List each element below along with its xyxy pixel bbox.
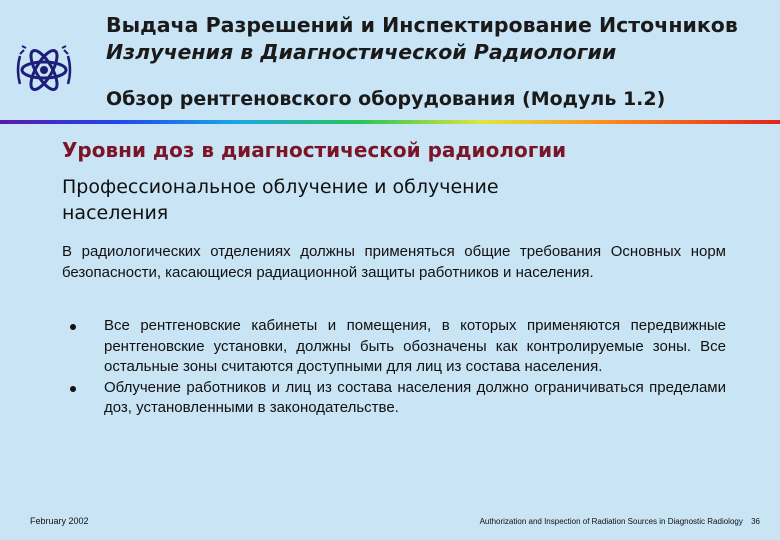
section-heading: Уровни доз в диагностической радиологии [62, 138, 567, 162]
intro-paragraph: В радиологических отделениях должны применяться общие требования Основных норм безопасности, касающиеся радиационной защиты работников и населения. [62, 243, 726, 281]
bullet-text: Все рентгеновские кабинеты и помещения, в которых применяются передвижные рентгеновские установки, должны быть обозначены как контролируемые зоны. Все остальные зоны считаются доступными для лиц из состава населения. [104, 317, 726, 375]
list-item [62, 378, 726, 419]
list-item [62, 316, 726, 378]
iaea-logo-icon [12, 38, 76, 102]
section-subheading: Профессиональное облучение и облучение населения [62, 176, 499, 224]
footer-date: February 2002 [30, 516, 89, 526]
rainbow-divider [0, 120, 780, 124]
title-line-1: Выдача Разрешений и Инспектирование Источников [106, 13, 738, 37]
bullet-text: Облучение работников и лиц из состава населения должно ограничиваться пределами доз, установленными в законодательстве. [104, 378, 726, 416]
bullet-list [62, 316, 726, 419]
page-title [106, 12, 766, 66]
page-number: 36 [751, 517, 760, 526]
title-line-2: Излучения в Диагностической Радиологии [106, 40, 617, 64]
module-subtitle: Обзор рентгеновского оборудования (Модуль 1.2) [106, 88, 666, 110]
footer-course-title: Authorization and Inspection of Radiation Sources in Diagnostic Radiology [479, 517, 743, 526]
footer-course [480, 517, 760, 526]
bullet-icon [70, 386, 76, 392]
bullet-icon [70, 324, 76, 330]
